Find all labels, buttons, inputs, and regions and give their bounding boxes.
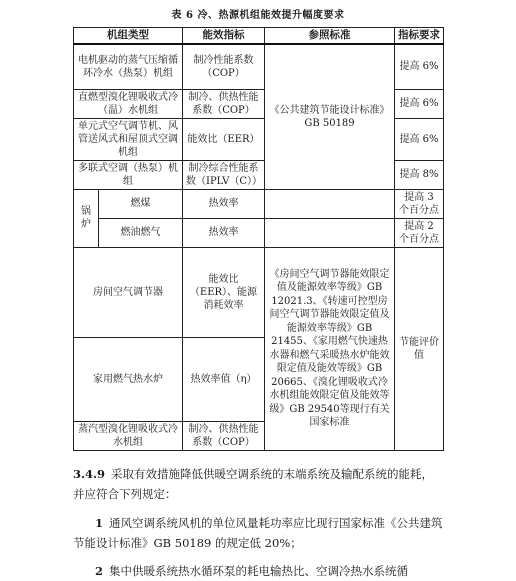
requirement-cell: 提高 2 个百分点 bbox=[395, 218, 444, 247]
item-text: 通风空调系统风机的单位风量耗功率应比现行国家标准《公共建筑节能设计标准》GB 50189 的规定低 20%； bbox=[73, 516, 443, 550]
unit-type-cell: 单元式空气调节机、风管送风式和屋顶式空调机组 bbox=[74, 118, 183, 160]
metric-cell: 制冷性能系数（COP） bbox=[183, 44, 265, 89]
unit-type-cell: 电机驱动的蒸气压缩循环冷水（热泵）机组 bbox=[74, 44, 183, 89]
metric-cell: 制冷综合性能系数（IPLV（C）） bbox=[183, 160, 265, 189]
header-requirement: 指标要求 bbox=[395, 28, 444, 45]
item-text: 集中供暖系统热水循环泵的耗电输热比、空调冷热水系统循 bbox=[109, 564, 409, 578]
standard-cell-empty bbox=[265, 218, 395, 247]
table-caption: 表 6 冷、热源机组能效提升幅度要求 bbox=[171, 10, 345, 21]
clause-paragraph bbox=[73, 464, 443, 504]
efficiency-requirements-table bbox=[73, 27, 444, 451]
header-standard: 参照标准 bbox=[265, 28, 395, 45]
item-number: 2 bbox=[95, 564, 104, 578]
clause-number: 3.4.9 bbox=[73, 467, 106, 481]
table-header-row bbox=[74, 28, 444, 45]
table-row bbox=[74, 247, 444, 337]
unit-type-cell: 直燃型溴化锂吸收式冷（温）水机组 bbox=[74, 89, 183, 118]
requirement-cell: 提高 6% bbox=[395, 44, 444, 89]
unit-type-cell: 燃煤 bbox=[99, 189, 183, 218]
metric-cell: 能效比（EER） bbox=[183, 118, 265, 160]
metric-cell: 制冷、供热性能系数（COP） bbox=[183, 89, 265, 118]
table-row bbox=[74, 44, 444, 89]
requirement-cell: 提高 8% bbox=[395, 160, 444, 189]
standard-cell: 《公共建筑节能设计标准》GB 50189 bbox=[265, 44, 395, 189]
header-metric: 能效指标 bbox=[183, 28, 265, 45]
requirement-cell: 提高 3 个百分点 bbox=[395, 189, 444, 218]
table-row bbox=[74, 189, 444, 218]
boiler-label-cell: 锅炉 bbox=[74, 189, 99, 247]
metric-cell: 能效比（EER）、能源消耗效率 bbox=[183, 247, 265, 337]
clause-text: 采取有效措施降低供暖空调系统的末端系统及输配系统的能耗，并应符合下列规定： bbox=[73, 467, 434, 501]
unit-type-cell: 房间空气调节器 bbox=[74, 247, 183, 337]
metric-cell: 热效率值（η） bbox=[183, 337, 265, 421]
requirement-cell: 节能评价值 bbox=[395, 247, 444, 450]
metric-cell: 制冷、供热性能系数（COP） bbox=[183, 421, 265, 450]
unit-type-cell: 多联式空调（热泵）机组 bbox=[74, 160, 183, 189]
clause-item bbox=[73, 561, 443, 581]
metric-cell: 热效率 bbox=[183, 218, 265, 247]
item-number: 1 bbox=[95, 516, 104, 530]
requirement-cell: 提高 6% bbox=[395, 118, 444, 160]
clause-item bbox=[73, 513, 443, 553]
metric-cell: 热效率 bbox=[183, 189, 265, 218]
header-unit-type: 机组类型 bbox=[74, 28, 183, 45]
requirement-cell: 提高 6% bbox=[395, 89, 444, 118]
standard-cell: 《房间空气调节器能效限定值及能源效率等级》GB 12021.3、《转速可控型房间空气调节器能效限定值及能源效率等级》GB 21455、《家用燃气快速热水器和燃气采暖热水炉能效限定值及能效等级》GB 20665、《溴化锂吸收式冷水机组能效限定值及能效等级》GB 29540等现行有关国家标准 bbox=[265, 247, 395, 450]
unit-type-cell: 蒸汽型溴化锂吸收式冷水机组 bbox=[74, 421, 183, 450]
unit-type-cell: 家用燃气热水炉 bbox=[74, 337, 183, 421]
table-row bbox=[74, 218, 444, 247]
standard-cell-empty bbox=[265, 189, 395, 218]
unit-type-cell: 燃油燃气 bbox=[99, 218, 183, 247]
